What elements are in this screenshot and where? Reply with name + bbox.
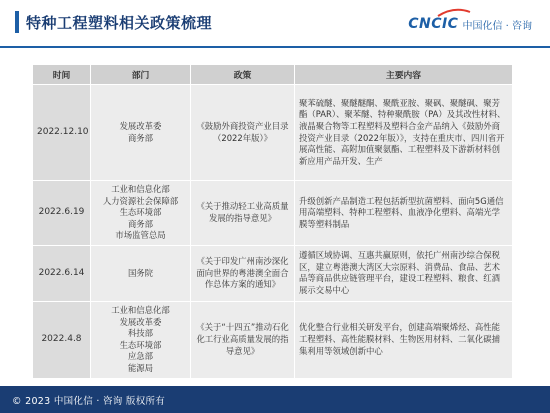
- cell-dept: [91, 85, 191, 181]
- cell-policy: 《鼓励外商投资产业目录（2022年版）》: [191, 85, 295, 181]
- footer-copyright: © 2023 中国化信 · 咨询 版权所有: [12, 396, 166, 407]
- dept-name: 科技部: [127, 328, 154, 339]
- column-header-policy: 政策: [191, 65, 295, 85]
- cell-time: 2022.6.19: [33, 181, 91, 246]
- dept-name: 发展改革委: [119, 120, 162, 131]
- cell-time: 2022.4.8: [33, 301, 91, 378]
- table-row: [33, 245, 513, 301]
- column-header-content: 主要内容: [295, 65, 513, 85]
- dept-name: 人力资源社会保障部: [102, 195, 179, 206]
- dept-name: 国务院: [127, 267, 154, 278]
- table-header-row: [33, 65, 513, 85]
- cell-content: 遵循区域协调、互惠共赢原则，依托广州南沙综合保税区，建立粤港澳大湾区大宗原料、消费品、食品、艺术品等商品供应链管理平台，建设工程塑料、粮食、红酒展示交易中心: [295, 245, 513, 301]
- table-row: [33, 85, 513, 181]
- dept-name: 商务部: [127, 218, 154, 229]
- cncic-logo: [408, 12, 532, 36]
- dept-name: 市场监管总局: [115, 230, 166, 241]
- cell-time: 2022.12.10: [33, 85, 91, 181]
- cell-content: 优化整合行业相关研发平台，创建高端聚烯烃、高性能工程塑料、高性能膜材料、生物医用材料、二氧化碳捕集利用等领域创新中心: [295, 301, 513, 378]
- dept-name: 工业和信息化部: [111, 184, 170, 194]
- table-row: [33, 181, 513, 246]
- logo-text-en: CNCIC: [408, 16, 459, 32]
- cell-content: 聚苯硫醚、聚醚醚酮、聚酰亚胺、聚砜、聚醚砜、聚芳酯（PAR）、聚苯醚、特种聚酰胺（PA）及其改性材料、液晶聚合物等工程塑料及塑料合金产品纳入《鼓励外商投资产业目录（2022年版）》，支持在重庆市、四川省开展高性能、高附加值聚氨酯、工程塑料及下游新材料创新应用产品开发、生产: [295, 85, 513, 181]
- logo-text-cn: 中国化信 · 咨询: [462, 20, 532, 32]
- logo-swoosh-icon: [436, 8, 472, 18]
- title-bar: [0, 0, 550, 50]
- dept-name: 应急部: [127, 351, 154, 362]
- column-header-time: 时间: [33, 65, 91, 85]
- dept-name: 能源局: [127, 362, 154, 373]
- page-title: 特种工程塑料相关政策梳理: [26, 14, 213, 32]
- footer-bar: [0, 386, 550, 413]
- dept-name: 生态环境部: [119, 207, 162, 218]
- cell-content: 升级创新产品制造工程包括新型抗菌塑料、面向5G通信用高端塑料、特种工程塑料、血液净化塑料、高端光学膜等塑料制品: [295, 181, 513, 246]
- cell-dept: [91, 181, 191, 246]
- cell-time: 2022.6.14: [33, 245, 91, 301]
- cell-policy: 《关于推动轻工业高质量发展的指导意见》: [191, 181, 295, 246]
- dept-name: 发展改革委: [119, 316, 162, 327]
- policy-table: [32, 64, 513, 379]
- cell-policy: 《关于印发广州南沙深化面向世界的粤港澳全面合作总体方案的通知》: [191, 245, 295, 301]
- cell-dept: [91, 301, 191, 378]
- cell-policy: 《关于“十四五”推动石化化工行业高质量发展的指导意见》: [191, 301, 295, 378]
- title-accent-bar: [15, 11, 19, 33]
- dept-name: 生态环境部: [119, 339, 162, 350]
- dept-name: 商务部: [127, 132, 154, 143]
- column-header-dept: 部门: [91, 65, 191, 85]
- cell-dept: [91, 245, 191, 301]
- dept-name: 工业和信息化部: [111, 304, 170, 315]
- table-row: [33, 301, 513, 378]
- title-divider: [0, 46, 550, 48]
